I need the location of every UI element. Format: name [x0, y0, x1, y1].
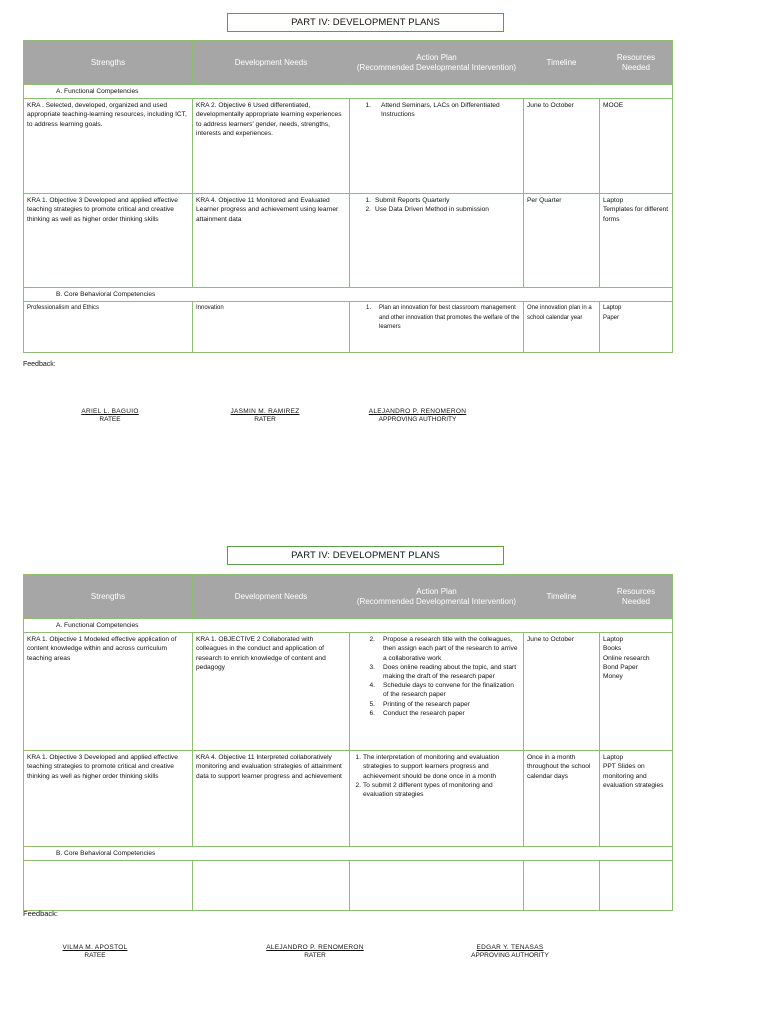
- cell-resources: [600, 861, 673, 911]
- action-item: 3. Does online reading about the topic, and start making the draft of the research paper: [369, 663, 517, 681]
- section-row: [24, 85, 673, 99]
- signatory-role: RATEE: [99, 416, 121, 423]
- cell-needs: KRA 4. Objective 11 Interpreted collaboratively monitoring and evaluation strategies of attainment data to support learner progress and achievement: [193, 751, 350, 847]
- signatory-role: RATER: [304, 952, 326, 959]
- action-item: 1. Attend Seminars, LACs on Differentiated Instructions: [365, 102, 500, 119]
- signature-ratee: [60, 408, 160, 424]
- header-action-plan: Action Plan (Recommended Developmental Intervention): [350, 575, 524, 619]
- signature-rater: [250, 944, 380, 960]
- signatory-role: APPROVING AUTHORITY: [378, 416, 457, 423]
- cell-needs: KRA 2. Objective 6 Used differentiated, developmentally appropriate learning experiences to address learners' gender, needs, strengths, interests and experiences.: [193, 99, 350, 194]
- signatory-name: EDGAR Y. TENASAS: [476, 944, 544, 951]
- table-row: [24, 302, 673, 353]
- table-row: [24, 194, 673, 288]
- action-item: 2. To submit 2 different types of monitoring and evaluation strategies: [355, 781, 493, 799]
- cell-strengths: KRA 1. Objective 3 Developed and applied effective teaching strategies to promote critical and creative thinking as well as higher order thinking skills: [24, 751, 193, 847]
- cell-strengths: KRA 1. Objective 3 Developed and applied effective teaching strategies to promote critical and creative thinking as well as higher order thinking skills: [24, 194, 193, 288]
- cell-resources: Laptop Paper: [600, 302, 673, 353]
- cell-timeline: June to October: [524, 99, 600, 194]
- header-strengths: Strengths: [24, 41, 193, 85]
- cell-strengths: [24, 861, 193, 911]
- form1-plan-table: [23, 40, 673, 353]
- signature-approving: [355, 408, 480, 424]
- signature-approving: [450, 944, 570, 960]
- cell-timeline: [524, 861, 600, 911]
- section-functional: A. Functional Competencies: [24, 85, 673, 99]
- action-item: 6. Conduct the research paper: [369, 709, 465, 717]
- header-development-needs: Development Needs: [193, 575, 350, 619]
- signatory-name: ALEJANDRO P. RENOMERON: [266, 944, 364, 951]
- cell-resources: MOOE: [600, 99, 673, 194]
- cell-timeline: One innovation plan in a school calendar year: [524, 302, 600, 353]
- header-strengths: Strengths: [24, 575, 193, 619]
- action-item: 1. Submit Reports Quarterly: [365, 197, 450, 205]
- table-row: [24, 751, 673, 847]
- cell-needs: Innovation: [193, 302, 350, 353]
- section-core-behavioral: B. Core Behavioral Competencies: [24, 288, 673, 302]
- cell-timeline: June to October: [524, 633, 600, 751]
- header-development-needs: Development Needs: [193, 41, 350, 85]
- cell-resources: Laptop Templates for different forms: [600, 194, 673, 288]
- section-row: [24, 619, 673, 633]
- cell-needs: KRA 1. OBJECTIVE 2 Collaborated with colleagues in the conduct and application of research to enrich knowledge of content and pedagogy: [193, 633, 350, 751]
- cell-action: [350, 751, 524, 847]
- cell-action: [350, 99, 524, 194]
- signatory-role: RATEE: [84, 952, 106, 959]
- header-timeline: Timeline: [524, 575, 600, 619]
- action-item: 1. The interpretation of monitoring and evaluation strategies to support learners progress and achievement should be done once in a month: [355, 754, 500, 780]
- table-header-row: [24, 41, 673, 85]
- action-item: 1. Plan an innovation for best classroom management and other innovation that promotes the welfare of the learners: [365, 305, 520, 330]
- action-item: 2. Propose a research title with the colleagues, then assign each part of the research to arrive a collaborative work: [369, 636, 518, 662]
- cell-needs: [193, 861, 350, 911]
- section-core-behavioral: B. Core Behavioral Competencies: [24, 847, 673, 861]
- table-row: [24, 633, 673, 751]
- header-resources: Resources Needed: [600, 41, 673, 85]
- cell-timeline: Once in a month throughout the school calendar days: [524, 751, 600, 847]
- signatory-name: ARIEL L. BAGUIO: [81, 408, 139, 415]
- table-row: [24, 861, 673, 911]
- action-item: 4. Schedule days to convene for the finalization of the research paper: [369, 682, 514, 699]
- signatory-name: VILMA M. APOSTOL: [62, 944, 128, 951]
- header-resources: Resources Needed: [600, 575, 673, 619]
- section-row: [24, 847, 673, 861]
- cell-action: [350, 194, 524, 288]
- section-row: [24, 288, 673, 302]
- action-item: 5. Printing of the research paper: [369, 700, 470, 708]
- signatory-role: APPROVING AUTHORITY: [471, 952, 549, 959]
- feedback-label: Feedback:: [23, 361, 56, 368]
- feedback-label: Feedback:: [23, 909, 59, 918]
- signature-ratee: [45, 944, 145, 960]
- signatory-name: JASMIN M. RAMIREZ: [230, 408, 300, 415]
- cell-timeline: Per Quarter: [524, 194, 600, 288]
- action-item: 2. Use Data Driven Method in submission: [365, 206, 489, 214]
- cell-strengths: KRA 1. Objective 1 Modeled effective application of content knowledge within and across curriculum teaching areas: [24, 633, 193, 751]
- table-header-row: [24, 575, 673, 619]
- form2-title: PART IV: DEVELOPMENT PLANS: [227, 546, 504, 565]
- cell-action: [350, 861, 524, 911]
- cell-strengths: Professionalism and Ethics: [24, 302, 193, 353]
- signatory-name: ALEJANDRO P. RENOMERON: [368, 408, 467, 415]
- form1-title: PART IV: DEVELOPMENT PLANS: [227, 13, 504, 32]
- form2-plan-table: [23, 574, 673, 911]
- cell-needs: KRA 4. Objective 11 Monitored and Evaluated Learner progress and achievement using learner attainment data: [193, 194, 350, 288]
- header-timeline: Timeline: [524, 41, 600, 85]
- cell-action: [350, 633, 524, 751]
- cell-action: [350, 302, 524, 353]
- header-action-plan: Action Plan (Recommended Developmental Intervention): [350, 41, 524, 85]
- cell-resources: Laptop PPT Slides on monitoring and evaluation strategies: [600, 751, 673, 847]
- cell-strengths: KRA . Selected, developed, organized and used appropriate teaching-learning resources, including ICT, to address learning goals.: [24, 99, 193, 194]
- cell-resources: Laptop Books Online research Bond Paper Money: [600, 633, 673, 751]
- section-functional: A. Functional Competencies: [24, 619, 673, 633]
- table-row: [24, 99, 673, 194]
- signature-rater: [210, 408, 320, 424]
- signatory-role: RATER: [254, 416, 276, 423]
